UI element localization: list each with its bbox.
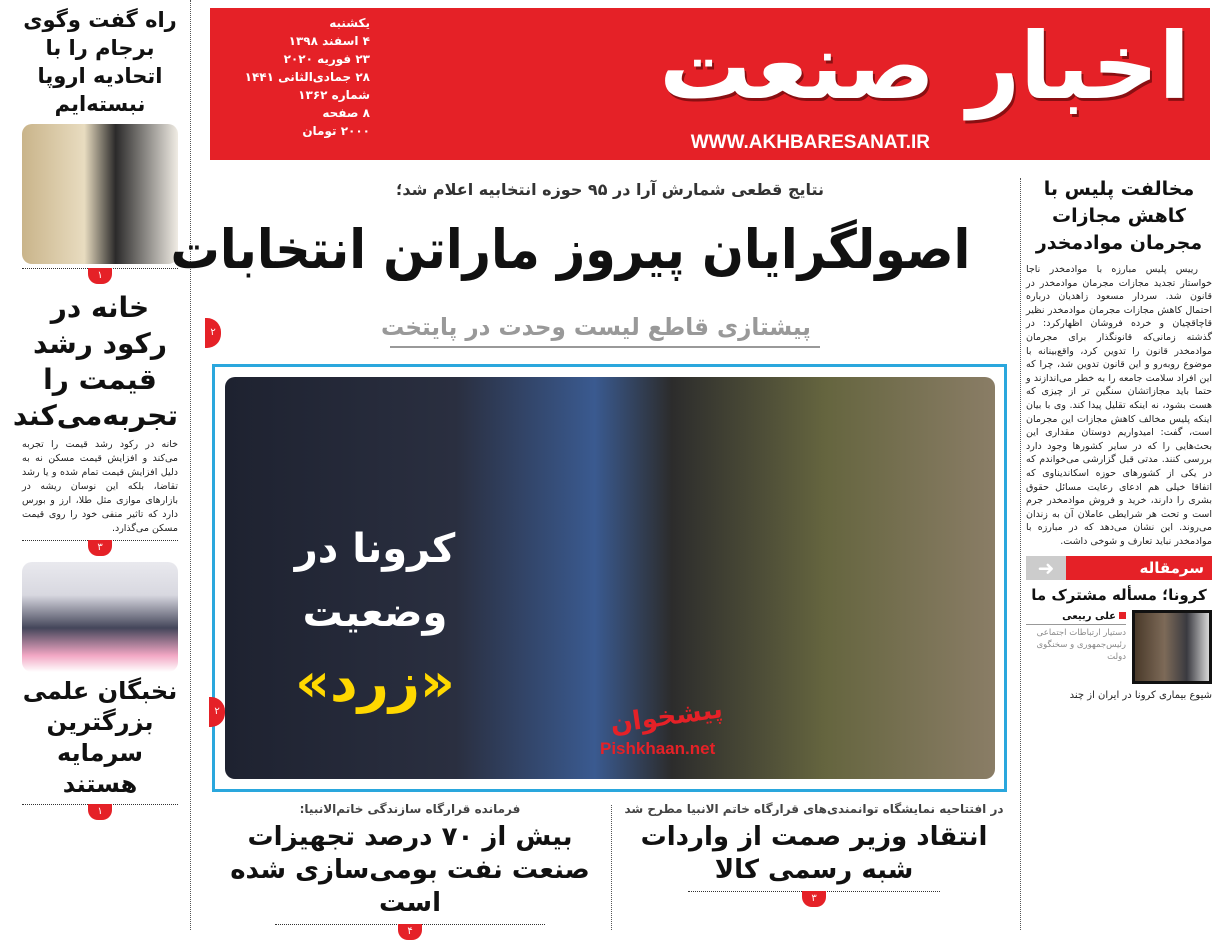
headline-wrap	[170, 212, 1010, 292]
date-gregorian: ۲۳ فوریه ۲۰۲۰	[283, 52, 370, 66]
page-badge: ۱	[88, 268, 112, 284]
author-name	[1026, 610, 1126, 625]
author-photo	[1132, 610, 1212, 684]
editorial-header	[1026, 556, 1212, 580]
newspaper-logo: اخبار صنعت	[659, 13, 1190, 120]
subheadline: پیشتازی قاطع لیست وحدت در پایتخت	[381, 313, 812, 341]
date-lunar: ۲۸ جمادی‌الثانی ۱۴۴۱	[244, 70, 370, 84]
issue-info	[220, 14, 370, 140]
page-badge-row	[22, 540, 178, 558]
page-badge: ۳	[802, 891, 826, 907]
website-url[interactable]: WWW.AKHBARESANAT.IR	[690, 132, 930, 153]
page-badge-row	[275, 924, 545, 942]
story-title[interactable]: خانه در رکود رشد قیمت را تجربه‌می‌کند	[12, 291, 178, 432]
page-badge: ۱	[88, 804, 112, 820]
editorial-body: شیوع بیماری کرونا در ایران از چند	[1069, 690, 1212, 702]
page-count: ۸ صفحه	[322, 106, 370, 120]
story-kicker: فرمانده قرارگاه سازندگی خاتم‌الانبیا:	[299, 802, 521, 816]
date-solar: ۴ اسفند ۱۳۹۸	[288, 34, 370, 48]
page-badge: ۴	[398, 924, 422, 940]
arrow-icon: ➜	[1026, 556, 1066, 580]
story-title[interactable]: بیش از ۷۰ درصد تجهیزات صنعت نفت بومی‌سازی شده است	[230, 822, 590, 918]
page-badge: ۲	[209, 697, 225, 727]
weekday: یکشنبه	[329, 16, 370, 30]
story-title[interactable]: انتقاد وزیر صمت از واردات شبه رسمی کالا	[640, 822, 988, 885]
caption-line: وضعیت	[302, 590, 448, 636]
page-badge-row	[688, 891, 940, 909]
subhead-wrap	[381, 310, 820, 348]
story-title[interactable]: مخالفت پلیس با کاهش مجازات مجرمان موادمخدر	[1035, 178, 1203, 254]
photo-caption	[245, 517, 505, 721]
story-title[interactable]: نخبگان علمی بزرگترین سرمایه هستند	[22, 677, 178, 798]
editorial-label: سرمقاله	[1066, 556, 1212, 580]
watermark-logo: پیشخوان	[608, 694, 725, 740]
headline-kicker: نتایج قطعی شمارش آرا در ۹۵ حوزه انتخابیه اعلام شد؛	[395, 180, 825, 199]
editorial-title[interactable]: کرونا؛ مسأله مشترک ما	[1031, 586, 1207, 605]
caption-highlight: «زرد»	[295, 651, 455, 714]
main-headline[interactable]: اصولگرایان پیروز ماراتن انتخابات	[170, 218, 971, 281]
page-badge: ۲	[205, 318, 221, 348]
kicker-wrap	[210, 180, 1010, 204]
photo-frame	[212, 364, 1007, 792]
story-body: خانه در رکود رشد قیمت را تجربه می‌کند و افزایش قیمت مسکن نه به دلیل افزایش قیمت تمام شده و یا رشد تقاضا، بلکه این نوسان ریشه در بازارهای موازی مثل طلا، ارز و بورس دارد که تاثیر منفی خود را روی قیمت مسکن می‌گذارد.	[22, 439, 178, 534]
masthead	[210, 8, 1210, 160]
bottom-right-story	[618, 801, 1010, 909]
caption-line: کرونا در	[294, 526, 456, 572]
left-column	[12, 6, 178, 826]
issue-number: شماره ۱۳۶۲	[298, 88, 370, 102]
author-name-text: علی ربیعی	[1062, 611, 1116, 623]
column-divider	[190, 0, 191, 930]
story-body: رییس پلیس مبارزه با موادمخدر ناجا خواستار تجدید مجازات مجرمان موادمخدر در قانون شد. سردار مسعود زاهدیان درباره احتمال کاهش مجازات مجرمان موادمخدر نظیر قاچاقچیان و خرده فروشان اظهارکرد: در گذشته زمانی‌که قانونگذار برای مجرمان موادمخدر قانون را تدوین کرد، واقع‌بینانه با موضوع روبه‌رو و این قانون تدوین شد، چرا که این افراد سلامت جامعه را به خطر می‌اندازند و حتما باید مجازاتشان سنگین تر از چیزی که هست بشود، نه اینکه تقلیل پیدا کند. وی با بیان اینکه پلیس مخالف کاهش مجازات این مجرمان است، گفت: امیدواریم دوستان مقداری این بحث‌هایی را که در سایر کشورها وجود دارد بررسی کنند. مدتی قبل گزارشی می‌خواندم که در یکی از کشورهای حوزه اسکاندیناوی که اتفاقا خیلی هم ادعای رعایت مسائل حقوق بشری را دارند، خرید و فروش موادمخدر جرم است و تحت هر شرایطی عاملان آن به زندان می‌روند. این نشان می‌دهد که در مبارزه با موادمخدر نباید تعارف و شوخی داشت.	[1026, 264, 1212, 547]
story-title[interactable]: راه گفت وگوی برجام را با اتحادیه اروپا نبسته‌ایم	[23, 8, 177, 116]
author-role: دستیار ارتباطات اجتماعی رئیس‌جمهوری و سخنگوی دولت	[1036, 628, 1126, 663]
editorial-author-block	[1026, 610, 1212, 684]
price: ۲۰۰۰ تومان	[302, 124, 370, 138]
column-divider	[1020, 178, 1021, 930]
story-kicker: در افتتاحیه نمایشگاه توانمندی‌های قرارگاه خاتم الانبیا مطرح شد	[624, 802, 1004, 816]
story-photo	[22, 562, 178, 672]
bottom-left-story	[215, 801, 605, 942]
watermark-url: Pishkhaan.net	[600, 739, 716, 758]
page-badge-row	[22, 804, 178, 822]
page-badge: ۳	[88, 540, 112, 556]
column-divider	[611, 805, 612, 930]
right-column	[1026, 176, 1212, 703]
